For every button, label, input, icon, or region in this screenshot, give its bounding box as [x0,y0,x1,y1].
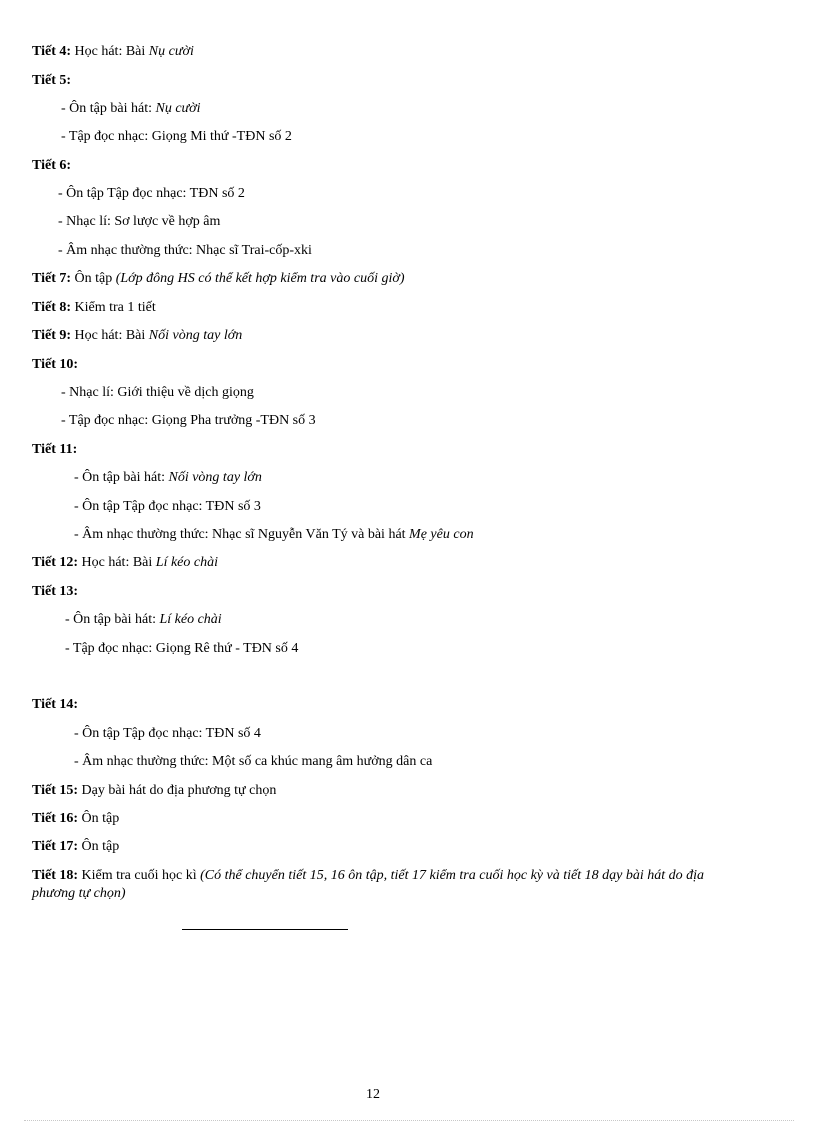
lesson-10 [32,356,78,374]
song-title: Nụ cười [148,44,194,59]
lesson-label: Tiết 4: [32,44,72,59]
lesson-note: (Có thể chuyển tiết 15, 16 ôn tập, tiết 17 kiểm tra cuối học kỳ và tiết 18 dạy bài hát do địa phương tự chọn) [32,868,704,901]
lesson-5 [32,72,71,90]
lesson-13-item-2 [65,640,298,658]
song-title: Mẹ yêu con [409,527,474,542]
lesson-14-item-1 [74,725,261,743]
song-title: Lí kéo chài [159,612,222,627]
lesson-11-item-3 [74,526,474,544]
lesson-4 [32,43,194,61]
lesson-label: Tiết 11: [32,442,78,457]
item-text: - Ôn tập bài hát: [61,101,156,116]
lesson-14-item-2 [74,753,432,771]
lesson-14 [32,696,78,714]
lesson-13-item-1 [65,611,222,629]
lesson-text: Học hát: Bài [71,328,149,343]
item-text: - Âm nhạc thường thức: Nhạc sĩ Trai-cốp-xki [58,243,312,258]
song-title: Nối vòng tay lớn [148,328,243,343]
lesson-15 [32,782,276,800]
song-title: Lí kéo chài [155,555,218,570]
lesson-text: Kiểm tra 1 tiết [71,300,156,315]
lesson-11 [32,441,77,459]
page-bottom-border [24,1120,794,1121]
lesson-6 [32,157,71,175]
lesson-text: Dạy bài hát do địa phương tự chọn [78,783,277,798]
lesson-label: Tiết 7: [32,271,72,286]
lesson-7 [32,270,404,288]
lesson-13 [32,583,78,601]
page-number: 12 [366,1087,380,1102]
lesson-label: Tiết 14: [32,697,79,712]
item-text: - Ôn tập bài hát: [65,612,160,627]
lesson-6-item-2 [58,213,220,231]
lesson-16 [32,810,119,828]
lesson-10-item-1 [61,384,254,402]
lesson-10-item-2 [61,412,316,430]
item-text: - Nhạc lí: Giới thiệu về dịch giọng [61,385,254,400]
item-text: - Âm nhạc thường thức: Một số ca khúc mang âm hưởng dân ca [74,754,433,769]
item-text: - Tập đọc nhạc: Giọng Rê thứ - TĐN số 4 [65,641,299,656]
lesson-text: Kiểm tra cuối học kì [78,868,201,883]
lesson-5-item-1 [61,100,201,118]
lesson-label: Tiết 18: [32,868,79,883]
item-text: - Tập đọc nhạc: Giọng Mi thứ -TĐN số 2 [61,129,292,144]
lesson-text: Ôn tập [71,271,116,286]
lesson-note: (Lớp đông HS có thể kết hợp kiểm tra vào cuối giờ) [115,271,405,286]
item-text: - Ôn tập Tập đọc nhạc: TĐN số 4 [74,726,261,741]
lesson-label: Tiết 16: [32,811,79,826]
lesson-6-item-3 [58,242,312,260]
lesson-8 [32,299,156,317]
lesson-label: Tiết 8: [32,300,72,315]
lesson-text: Ôn tập [78,839,120,854]
lesson-11-item-2 [74,498,261,516]
lesson-label: Tiết 6: [32,158,72,173]
lesson-label: Tiết 12: [32,555,79,570]
song-title: Nụ cười [155,101,201,116]
item-text: - Ôn tập bài hát: [74,470,169,485]
item-text: - Nhạc lí: Sơ lược về hợp âm [58,214,221,229]
lesson-label: Tiết 10: [32,357,79,372]
lesson-18 [32,867,732,903]
lesson-text: Ôn tập [78,811,120,826]
lesson-label: Tiết 9: [32,328,72,343]
lesson-label: Tiết 13: [32,584,79,599]
lesson-12 [32,554,218,572]
lesson-11-item-1 [74,469,262,487]
lesson-17 [32,838,119,856]
item-text: - Âm nhạc thường thức: Nhạc sĩ Nguyễn Văn Tý và bài hát [74,527,410,542]
section-divider [182,929,348,930]
lesson-6-item-1 [58,185,245,203]
song-title: Nối vòng tay lớn [168,470,262,485]
lesson-9 [32,327,242,345]
lesson-label: Tiết 17: [32,839,79,854]
item-text: - Ôn tập Tập đọc nhạc: TĐN số 3 [74,499,261,514]
lesson-text: Học hát: Bài [71,44,149,59]
item-text: - Tập đọc nhạc: Giọng Pha trưởng -TĐN số 3 [61,413,316,428]
lesson-label: Tiết 15: [32,783,79,798]
lesson-label: Tiết 5: [32,73,72,88]
lesson-5-item-2 [61,128,292,146]
lesson-text: Học hát: Bài [78,555,156,570]
item-text: - Ôn tập Tập đọc nhạc: TĐN số 2 [58,186,245,201]
